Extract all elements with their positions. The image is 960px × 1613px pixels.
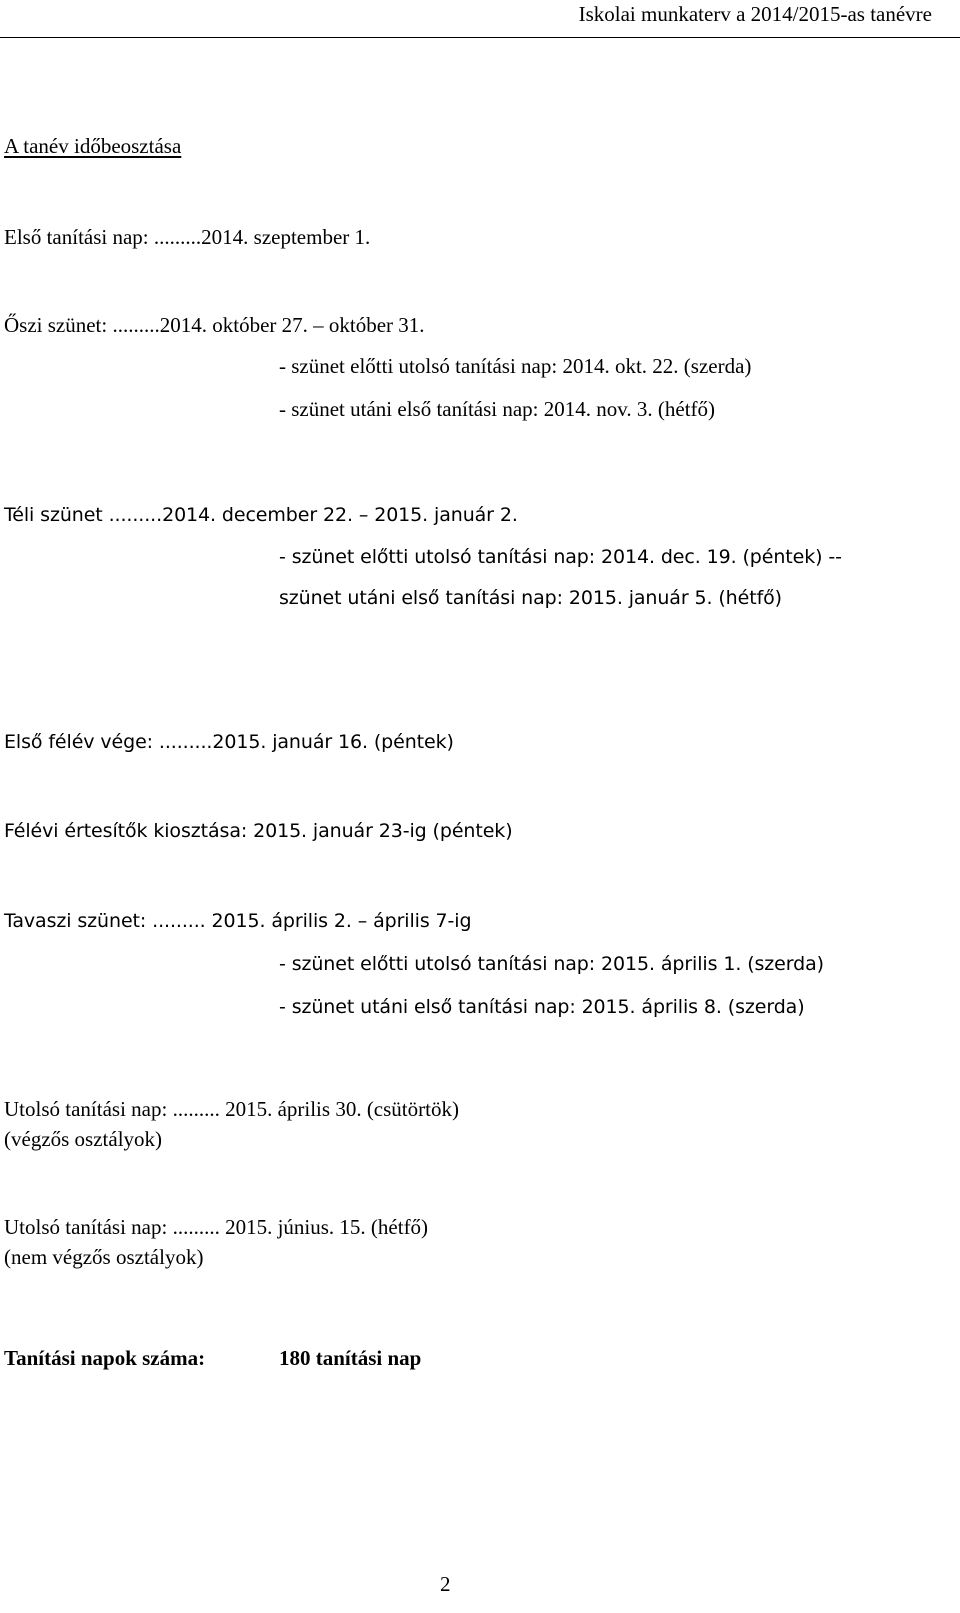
winter-after-note: szünet utáni első tanítási nap: 2015. január 5. (hétfő) bbox=[279, 587, 782, 609]
last-day-other-value: 2015. június. 15. (hétfő) bbox=[219, 1215, 429, 1239]
last-day-graduating-dots: ......... bbox=[172, 1097, 220, 1121]
last-day-graduating-label: Utolsó tanítási nap: bbox=[4, 1097, 173, 1121]
spring-break-label: Tavaszi szünet: bbox=[4, 910, 153, 932]
autumn-before-note: - szünet előtti utolsó tanítási nap: 2014. okt. 22. (szerda) bbox=[279, 354, 752, 378]
first-semester-end-label: Első félév vége: bbox=[4, 731, 159, 753]
winter-break-value: 2014. december 22. – 2015. január 2. bbox=[162, 504, 518, 526]
report-cards-row: Félévi értesítők kiosztása: 2015. január 23-ig (péntek) bbox=[4, 820, 513, 842]
spring-after-note: - szünet utáni első tanítási nap: 2015. április 8. (szerda) bbox=[279, 996, 805, 1018]
last-day-graduating-row bbox=[4, 1096, 459, 1122]
total-days-label: Tanítási napok száma: bbox=[4, 1346, 206, 1370]
last-day-graduating-note: (végzős osztályok) bbox=[4, 1127, 163, 1151]
first-semester-end-dots: ......... bbox=[158, 731, 213, 753]
autumn-break-label: Őszi szünet: bbox=[4, 313, 113, 337]
total-days-value: 180 tanítási nap bbox=[279, 1346, 422, 1370]
winter-break-label: Téli szünet bbox=[4, 504, 109, 526]
winter-before-note: - szünet előtti utolsó tanítási nap: 2014. dec. 19. (péntek) -- bbox=[279, 546, 842, 568]
winter-break-dots: ......... bbox=[108, 504, 163, 526]
spring-break-value: 2015. április 2. – április 7-ig bbox=[205, 910, 472, 932]
last-day-other-row bbox=[4, 1214, 428, 1240]
first-day-value: 2014. szeptember 1. bbox=[201, 225, 371, 249]
section-title: A tanév időbeosztása bbox=[4, 134, 182, 158]
last-day-other-dots: ......... bbox=[172, 1215, 220, 1239]
header-title: Iskolai munkaterv a 2014/2015-as tanévre bbox=[578, 2, 932, 26]
autumn-break-row bbox=[4, 312, 425, 338]
autumn-after-note: - szünet utáni első tanítási nap: 2014. nov. 3. (hétfő) bbox=[279, 397, 716, 421]
first-day-label: Első tanítási nap: bbox=[4, 225, 154, 249]
first-day-row bbox=[4, 224, 370, 250]
autumn-break-value: 2014. október 27. – október 31. bbox=[159, 313, 425, 337]
page-header bbox=[0, 0, 960, 38]
autumn-break-dots: ......... bbox=[112, 313, 160, 337]
last-day-other-label: Utolsó tanítási nap: bbox=[4, 1215, 173, 1239]
last-day-other-note: (nem végzős osztályok) bbox=[4, 1245, 204, 1269]
last-day-graduating-value: 2015. április 30. (csütörtök) bbox=[219, 1097, 459, 1121]
spring-before-note: - szünet előtti utolsó tanítási nap: 2015. április 1. (szerda) bbox=[279, 953, 824, 975]
spring-break-row bbox=[4, 908, 471, 934]
first-day-dots: ......... bbox=[153, 225, 202, 249]
page-number: 2 bbox=[440, 1572, 451, 1596]
spring-break-dots: ......... bbox=[152, 910, 206, 932]
first-semester-end-row bbox=[4, 729, 454, 755]
winter-break-row bbox=[4, 502, 518, 528]
first-semester-end-value: 2015. január 16. (péntek) bbox=[212, 731, 454, 753]
